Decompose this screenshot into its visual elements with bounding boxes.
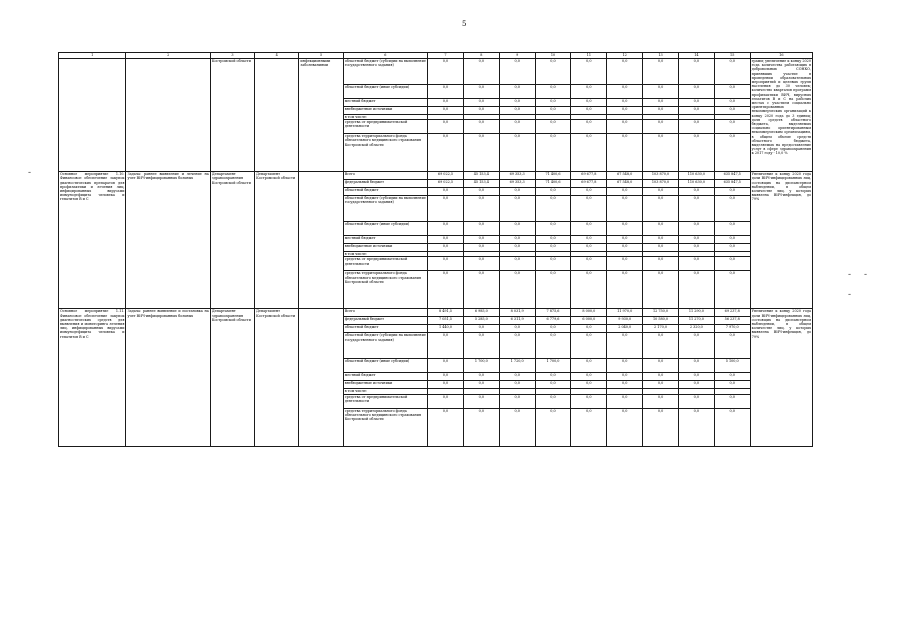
amount: 0,0 (607, 85, 643, 99)
amount: 0,0 (678, 59, 714, 85)
column-number: 15 (714, 53, 750, 59)
column-number: 7 (428, 53, 464, 59)
amount: 0,0 (499, 236, 535, 244)
funding-source: Всего (343, 172, 427, 180)
funding-source: областной бюджет (субсидии на выполнение государственного задания) (343, 196, 427, 222)
amount: 0,0 (571, 394, 607, 408)
amount: 0,0 (571, 85, 607, 99)
activity-name: Основное мероприятие 1.11. Финансовое обеспечение закупок диагностических средств для выявления и мониторинга лечения лиц, инфицированных вирусами иммунодефицита человека и гепатитов В и С (59, 309, 126, 446)
amount: 0,0 (714, 107, 750, 115)
amount: 1 700,0 (535, 359, 571, 373)
amount: 0,0 (463, 408, 499, 446)
amount: 6 311,9 (499, 317, 535, 325)
amount: 11 270,0 (678, 317, 714, 325)
amount: 0,0 (643, 120, 679, 134)
amount: 0,0 (428, 196, 464, 222)
amount: 0,0 (535, 188, 571, 196)
amount: 1 440,0 (428, 325, 464, 333)
target-indicator: Увеличение к концу 2020 года доли ВИЧ-инфицированных лиц, состоящих на диспансерном наблюдении, в общем количестве лиц, у которых выявлена ВИЧ-инфекция, до 79% (750, 309, 812, 446)
funding-source: областной бюджет (субсидии на выполнение государственного задания) (343, 333, 427, 359)
amount: 0,0 (463, 188, 499, 196)
amount: 0,0 (643, 359, 679, 373)
column-5: инфекционными заболеваниями (299, 59, 343, 172)
amount: 0,0 (607, 236, 643, 244)
amount: 0,0 (607, 196, 643, 222)
amount: 0,0 (607, 408, 643, 446)
amount: 0,0 (535, 236, 571, 244)
amount: 0,0 (463, 257, 499, 271)
amount: 0,0 (678, 85, 714, 99)
amount: 0,0 (428, 85, 464, 99)
funding-source: областной бюджет (иные субсидии) (343, 359, 427, 373)
amount: 69 677,8 (571, 180, 607, 188)
amount: 0,0 (463, 222, 499, 236)
amount: 0,0 (607, 120, 643, 134)
amount: 67 548,0 (607, 172, 643, 180)
table-row (59, 172, 813, 180)
column-number: 8 (463, 53, 499, 59)
amount: 0,0 (643, 59, 679, 85)
amount: 0,0 (499, 333, 535, 359)
amount: 0,0 (463, 271, 499, 309)
column-number: 5 (299, 53, 343, 59)
amount: 0,0 (463, 134, 499, 172)
amount: 0,0 (499, 244, 535, 252)
amount: 12 750,0 (643, 309, 679, 317)
amount: 0,0 (463, 394, 499, 408)
amount: 0,0 (607, 99, 643, 107)
amount: 0,0 (643, 222, 679, 236)
amount: 0,0 (607, 244, 643, 252)
margin-mark: - (848, 290, 852, 300)
amount: 0,0 (499, 271, 535, 309)
amount: 0,0 (714, 99, 750, 107)
amount: 0,0 (499, 99, 535, 107)
coexecutor (255, 59, 299, 172)
column-number: 12 (607, 53, 643, 59)
amount: 0,0 (678, 394, 714, 408)
amount: 0,0 (428, 236, 464, 244)
amount: 0,0 (571, 196, 607, 222)
amount: 2 170,0 (643, 325, 679, 333)
amount: 0,0 (714, 59, 750, 85)
amount: 10 580,0 (643, 317, 679, 325)
amount: 0,0 (428, 188, 464, 196)
amount: 9 930,0 (607, 317, 643, 325)
amount: 56 237,8 (714, 317, 750, 325)
amount: 103 870,0 (643, 172, 679, 180)
column-number: 13 (643, 53, 679, 59)
amount: 0,0 (499, 59, 535, 85)
amount: 635 847,5 (714, 172, 750, 180)
amount: 45 153,4 (463, 180, 499, 188)
column-number: 14 (678, 53, 714, 59)
margin-mark: - (864, 270, 868, 280)
amount: 0,0 (463, 236, 499, 244)
amount: 0,0 (571, 333, 607, 359)
amount: 0,0 (499, 408, 535, 446)
funding-source: областной бюджет (иные субсидии) (343, 85, 427, 99)
column-number: 10 (535, 53, 571, 59)
amount: 0,0 (678, 381, 714, 389)
amount: 0,0 (535, 59, 571, 85)
amount: 0,0 (643, 257, 679, 271)
funding-source: федеральный бюджет (343, 317, 427, 325)
amount: 0,0 (428, 381, 464, 389)
funding-source: средства территориального фонда обязательного медицинского страхования Костромской области (343, 271, 427, 309)
column-number: 4 (255, 53, 299, 59)
amount: 0,0 (535, 394, 571, 408)
amount: 0,0 (571, 236, 607, 244)
amount: 67 548,0 (607, 180, 643, 188)
funding-source: средства территориального фонда обязательного медицинского страхования Костромской области (343, 134, 427, 172)
amount: 0,0 (643, 373, 679, 381)
amount: 0,0 (643, 188, 679, 196)
amount: 0,0 (678, 99, 714, 107)
funding-source: Всего (343, 309, 427, 317)
executor: Костромской области (210, 59, 254, 172)
column-number: 16 (750, 53, 812, 59)
amount: 0,0 (428, 222, 464, 236)
amount: 0,0 (571, 244, 607, 252)
amount: 0,0 (643, 271, 679, 309)
column-5 (299, 172, 343, 309)
column-number: 9 (499, 53, 535, 59)
amount: 0,0 (571, 188, 607, 196)
amount: 0,0 (463, 85, 499, 99)
amount: 6 779,6 (535, 317, 571, 325)
funding-source: областной бюджет (субсидии на выполнение государственного задания) (343, 59, 427, 85)
funding-source: средства от предпринимательской деятельности (343, 394, 427, 408)
amount: 0,0 (571, 408, 607, 446)
margin-mark: - (848, 270, 852, 280)
amount: 0,0 (643, 381, 679, 389)
amount: 0,0 (714, 381, 750, 389)
amount: 0,0 (499, 257, 535, 271)
amount: 0,0 (607, 359, 643, 373)
amount: 0,0 (428, 408, 464, 446)
amount: 69 237,8 (714, 309, 750, 317)
amount: 0,0 (463, 244, 499, 252)
amount: 6 000,0 (571, 317, 607, 325)
amount: 0,0 (535, 196, 571, 222)
amount: 0,0 (607, 381, 643, 389)
amount: 0,0 (678, 120, 714, 134)
executor: Департамент здравоохранения Костромской области (210, 309, 254, 446)
funding-source: областной бюджет (иные субсидии) (343, 222, 427, 236)
amount: 0,0 (643, 107, 679, 115)
funding-source: средства территориального фонда обязательного медицинского страхования Костромской области (343, 408, 427, 446)
amount: 0,0 (499, 222, 535, 236)
amount: 0,0 (463, 373, 499, 381)
amount: 0,0 (428, 257, 464, 271)
amount: 0,0 (714, 394, 750, 408)
amount: 0,0 (678, 333, 714, 359)
column-number: 11 (571, 53, 607, 59)
amount: 0,0 (678, 107, 714, 115)
table-row (59, 59, 813, 85)
amount: 0,0 (571, 59, 607, 85)
amount: 8 031,9 (499, 309, 535, 317)
funding-source: областной бюджет (343, 188, 427, 196)
amount: 0,0 (428, 59, 464, 85)
funding-source: средства от предпринимательской деятельности (343, 257, 427, 271)
funding-source: местный бюджет (343, 236, 427, 244)
amount: 0,0 (678, 188, 714, 196)
funding-source: внебюджетные источники (343, 107, 427, 115)
amount: 0,0 (499, 134, 535, 172)
amount: 0,0 (714, 85, 750, 99)
amount: 0,0 (428, 333, 464, 359)
activity-task: Задача: раннее выявление и постановка на учет ВИЧ-инфицированных больных (126, 309, 210, 446)
financing-table (58, 52, 813, 447)
amount: 5 100,0 (714, 359, 750, 373)
page-number: 5 (462, 20, 467, 28)
amount: 0,0 (535, 373, 571, 381)
amount: 0,0 (607, 222, 643, 236)
amount: 69 353,3 (499, 172, 535, 180)
amount: 0,0 (714, 408, 750, 446)
amount: 0,0 (428, 244, 464, 252)
activity-name: Основное мероприятие 1.10. Финансовое обеспечение закупок диагностических препаратов для профилактики и лечения лиц, инфицированных вирусами иммунодефицита человека и гепатитов В и С (59, 172, 126, 309)
amount: 0,0 (607, 373, 643, 381)
amount: 0,0 (643, 196, 679, 222)
amount: 0,0 (499, 394, 535, 408)
amount: 0,0 (463, 99, 499, 107)
amount: 0,0 (678, 222, 714, 236)
activity-task: Задача: раннее выявление и лечение на учет ВИЧ-инфицированных больных (126, 172, 210, 309)
amount: 7 051,5 (428, 317, 464, 325)
amount: 0,0 (714, 120, 750, 134)
coexecutor: Департамент Костромской области (255, 172, 299, 309)
amount: 0,0 (428, 359, 464, 373)
amount: 0,0 (535, 408, 571, 446)
amount: 0,0 (499, 381, 535, 389)
amount: 0,0 (463, 59, 499, 85)
amount: 0,0 (714, 271, 750, 309)
amount: 0,0 (535, 99, 571, 107)
amount: 0,0 (571, 325, 607, 333)
amount: 0,0 (535, 244, 571, 252)
amount: 7 875,6 (535, 309, 571, 317)
amount: 11 970,0 (607, 309, 643, 317)
amount: 0,0 (643, 236, 679, 244)
amount: 0,0 (499, 85, 535, 99)
amount: 0,0 (571, 134, 607, 172)
amount: 0,0 (463, 107, 499, 115)
target-indicator: грамм; увеличение к концу 2020 года количества работающих в добровольных СОНКО, принявших участие в проведении образовательных мероприятий и целевых групп населения до 30 человек; количество кварталов программ профилактики ВИЧ, вирусных гепатитов В и С на рабочих местах с участием социально ориентированных некоммерческих организаций к концу 2020 года до 3 единиц; доля средств областного бюджета, выделяемых социально ориентированным некоммерческим организациям, в общем объеме средств областного бюджета, выделяемых на предоставление услуг в сфере здравоохранения к 2017 году - 10,0 % (750, 59, 812, 172)
amount: 1 700,0 (463, 359, 499, 373)
amount: 0,0 (571, 107, 607, 115)
amount: 0,0 (499, 188, 535, 196)
amount: 0,0 (607, 107, 643, 115)
amount: 0,0 (535, 271, 571, 309)
amount: 0,0 (463, 120, 499, 134)
amount: 0,0 (535, 85, 571, 99)
amount: 0,0 (714, 134, 750, 172)
amount: 0,0 (428, 99, 464, 107)
amount: 0,0 (643, 394, 679, 408)
amount: 0,0 (428, 107, 464, 115)
amount: 0,0 (428, 373, 464, 381)
amount: 69 022,5 (428, 172, 464, 180)
amount: 0,0 (714, 236, 750, 244)
amount: 0,0 (499, 325, 535, 333)
amount: 0,0 (571, 359, 607, 373)
amount: 0,0 (714, 222, 750, 236)
funding-source: внебюджетные источники (343, 381, 427, 389)
margin-mark: - (28, 168, 32, 178)
amount: 2 320,0 (678, 325, 714, 333)
amount: 0,0 (499, 373, 535, 381)
amount: 0,0 (535, 333, 571, 359)
amount: 0,0 (463, 325, 499, 333)
amount: 110 630,0 (678, 172, 714, 180)
amount: 0,0 (678, 271, 714, 309)
amount: 0,0 (535, 325, 571, 333)
executor: Департамент здравоохранения Костромской области (210, 172, 254, 309)
amount: 0,0 (643, 134, 679, 172)
amount: 0,0 (678, 236, 714, 244)
amount: 0,0 (571, 99, 607, 107)
column-number: 1 (59, 53, 126, 59)
amount: 0,0 (643, 85, 679, 99)
amount: 110 630,0 (678, 180, 714, 188)
amount: 0,0 (463, 196, 499, 222)
funding-source: внебюджетные источники (343, 244, 427, 252)
amount: 0,0 (571, 257, 607, 271)
table-row (59, 309, 813, 317)
amount: 0,0 (571, 373, 607, 381)
amount: 8 491,5 (428, 309, 464, 317)
amount: 0,0 (535, 120, 571, 134)
amount: 5 285,0 (463, 317, 499, 325)
amount: 0,0 (714, 373, 750, 381)
amount: 45 153,4 (463, 172, 499, 180)
amount: 103 870,0 (643, 180, 679, 188)
amount: 0,0 (428, 134, 464, 172)
amount: 0,0 (607, 271, 643, 309)
amount: 0,0 (571, 271, 607, 309)
amount: 0,0 (607, 394, 643, 408)
amount: 71 400,6 (535, 172, 571, 180)
amount: 0,0 (428, 120, 464, 134)
amount: 0,0 (428, 271, 464, 309)
column-number: 6 (343, 53, 427, 59)
amount: 0,0 (643, 99, 679, 107)
column-number: 2 (126, 53, 210, 59)
amount: 0,0 (678, 408, 714, 446)
funding-source: средства от предпринимательской деятельности (343, 120, 427, 134)
amount: 0,0 (499, 120, 535, 134)
amount: 2 040,0 (607, 325, 643, 333)
amount: 0,0 (535, 134, 571, 172)
funding-source: местный бюджет (343, 99, 427, 107)
amount: 0,0 (535, 257, 571, 271)
amount: 7 970,0 (714, 325, 750, 333)
funding-source: федеральный бюджет (343, 180, 427, 188)
funding-source: в том числе: (343, 115, 427, 120)
amount: 0,0 (607, 257, 643, 271)
amount: 0,0 (499, 107, 535, 115)
amount: 0,0 (714, 333, 750, 359)
amount: 0,0 (607, 134, 643, 172)
amount: 0,0 (678, 134, 714, 172)
amount: 0,0 (643, 244, 679, 252)
amount: 0,0 (643, 408, 679, 446)
amount: 1 720,0 (499, 359, 535, 373)
amount: 0,0 (571, 381, 607, 389)
amount: 0,0 (499, 196, 535, 222)
amount: 0,0 (607, 188, 643, 196)
amount: 0,0 (714, 188, 750, 196)
activity-name (59, 59, 126, 172)
amount: 0,0 (678, 373, 714, 381)
amount: 0,0 (678, 244, 714, 252)
amount: 635 847,5 (714, 180, 750, 188)
amount: 0,0 (535, 222, 571, 236)
amount: 0,0 (535, 107, 571, 115)
amount: 69 353,3 (499, 180, 535, 188)
funding-source: в том числе: (343, 389, 427, 394)
amount: 0,0 (463, 381, 499, 389)
amount: 0,0 (607, 59, 643, 85)
column-number: 3 (210, 53, 254, 59)
amount: 0,0 (678, 196, 714, 222)
amount: 0,0 (463, 333, 499, 359)
amount: 0,0 (714, 244, 750, 252)
amount: 0,0 (678, 359, 714, 373)
activity-task (126, 59, 210, 172)
amount: 0,0 (535, 381, 571, 389)
amount: 69 022,5 (428, 180, 464, 188)
amount: 11 290,0 (678, 309, 714, 317)
funding-source: местный бюджет (343, 373, 427, 381)
amount: 0,0 (678, 257, 714, 271)
amount: 0,0 (571, 222, 607, 236)
amount: 0,0 (714, 196, 750, 222)
funding-source: в том числе: (343, 252, 427, 257)
amount: 8 000,0 (571, 309, 607, 317)
amount: 0,0 (428, 394, 464, 408)
target-indicator: Увеличение к концу 2020 года доли ВИЧ-инфицированных лиц, состоящих на диспансерном наблюдении, в общем количестве лиц, у которых выявлена ВИЧ-инфекция, до 79% (750, 172, 812, 309)
amount: 71 400,6 (535, 180, 571, 188)
funding-source: областной бюджет (343, 325, 427, 333)
amount: 0,0 (714, 257, 750, 271)
amount: 0,0 (607, 333, 643, 359)
column-5 (299, 309, 343, 446)
amount: 6 985,0 (463, 309, 499, 317)
coexecutor: Департамент Костромской области (255, 309, 299, 446)
amount: 69 677,8 (571, 172, 607, 180)
amount: 0,0 (643, 333, 679, 359)
amount: 0,0 (571, 120, 607, 134)
